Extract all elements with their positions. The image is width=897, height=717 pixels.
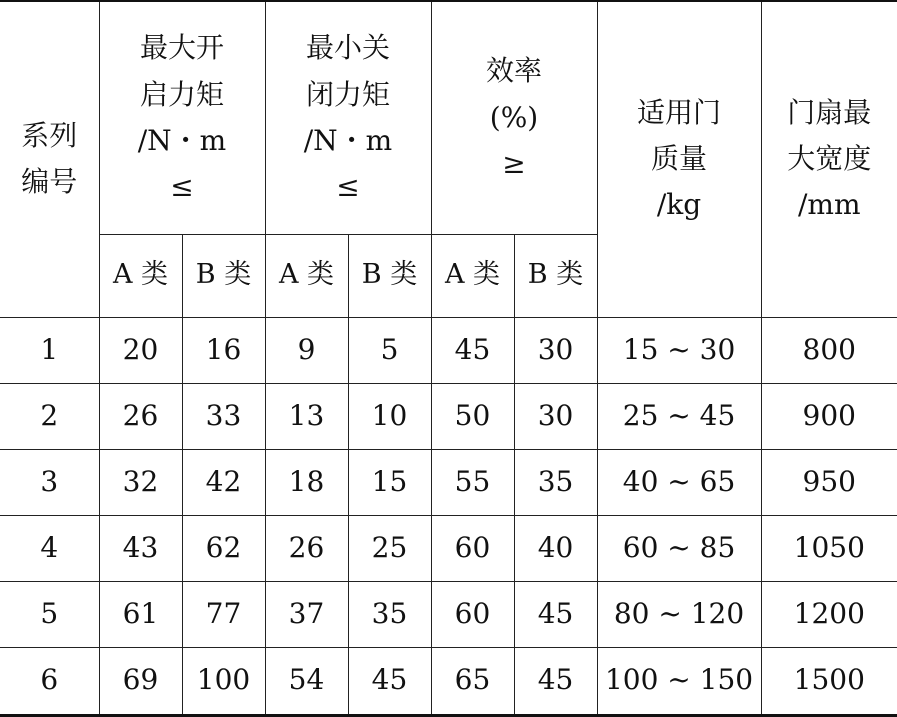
cell-eff-b: 30 bbox=[514, 383, 597, 449]
cell-close-b: 25 bbox=[348, 515, 431, 581]
cell-open-a: 69 bbox=[99, 647, 182, 715]
cell-open-a: 26 bbox=[99, 383, 182, 449]
cell-max-width: 1200 bbox=[761, 581, 897, 647]
header-eff-class-a: A 类 bbox=[431, 234, 514, 317]
cell-series-no: 6 bbox=[0, 647, 99, 715]
cell-eff-b: 30 bbox=[514, 317, 597, 383]
header-min-close-torque: 最小关 闭力矩 /N・m ≤ bbox=[265, 1, 431, 234]
header-row-main bbox=[0, 1, 897, 234]
header-open-class-a: A 类 bbox=[99, 234, 182, 317]
cell-max-width: 900 bbox=[761, 383, 897, 449]
cell-eff-b: 40 bbox=[514, 515, 597, 581]
cell-close-b: 35 bbox=[348, 581, 431, 647]
cell-open-b: 33 bbox=[182, 383, 265, 449]
table-row bbox=[0, 647, 897, 715]
table-row bbox=[0, 581, 897, 647]
cell-close-b: 5 bbox=[348, 317, 431, 383]
cell-door-mass: 80 ~ 120 bbox=[597, 581, 761, 647]
cell-door-mass: 25 ~ 45 bbox=[597, 383, 761, 449]
cell-eff-a: 60 bbox=[431, 515, 514, 581]
cell-max-width: 1050 bbox=[761, 515, 897, 581]
cell-eff-a: 60 bbox=[431, 581, 514, 647]
cell-close-a: 9 bbox=[265, 317, 348, 383]
cell-max-width: 1500 bbox=[761, 647, 897, 715]
cell-open-b: 16 bbox=[182, 317, 265, 383]
cell-series-no: 2 bbox=[0, 383, 99, 449]
cell-eff-a: 45 bbox=[431, 317, 514, 383]
cell-close-a: 18 bbox=[265, 449, 348, 515]
cell-eff-a: 65 bbox=[431, 647, 514, 715]
header-door-mass: 适用门 质量 /kg bbox=[597, 1, 761, 317]
cell-max-width: 800 bbox=[761, 317, 897, 383]
cell-close-a: 26 bbox=[265, 515, 348, 581]
table-row bbox=[0, 449, 897, 515]
cell-open-a: 61 bbox=[99, 581, 182, 647]
header-close-class-b: B 类 bbox=[348, 234, 431, 317]
header-close-class-a: A 类 bbox=[265, 234, 348, 317]
cell-eff-b: 35 bbox=[514, 449, 597, 515]
cell-open-a: 32 bbox=[99, 449, 182, 515]
cell-eff-a: 55 bbox=[431, 449, 514, 515]
header-eff-class-b: B 类 bbox=[514, 234, 597, 317]
cell-close-a: 54 bbox=[265, 647, 348, 715]
cell-eff-b: 45 bbox=[514, 647, 597, 715]
cell-open-b: 62 bbox=[182, 515, 265, 581]
cell-close-a: 13 bbox=[265, 383, 348, 449]
cell-close-b: 45 bbox=[348, 647, 431, 715]
table-row bbox=[0, 515, 897, 581]
header-efficiency: 效率 (%) ≥ bbox=[431, 1, 597, 234]
cell-open-b: 42 bbox=[182, 449, 265, 515]
cell-door-mass: 60 ~ 85 bbox=[597, 515, 761, 581]
cell-series-no: 4 bbox=[0, 515, 99, 581]
header-open-class-b: B 类 bbox=[182, 234, 265, 317]
cell-series-no: 1 bbox=[0, 317, 99, 383]
cell-eff-a: 50 bbox=[431, 383, 514, 449]
table-row bbox=[0, 383, 897, 449]
table-row bbox=[0, 317, 897, 383]
cell-close-b: 10 bbox=[348, 383, 431, 449]
cell-open-a: 20 bbox=[99, 317, 182, 383]
header-max-open-torque: 最大开 启力矩 /N・m ≤ bbox=[99, 1, 265, 234]
cell-open-a: 43 bbox=[99, 515, 182, 581]
cell-eff-b: 45 bbox=[514, 581, 597, 647]
cell-door-mass: 40 ~ 65 bbox=[597, 449, 761, 515]
cell-max-width: 950 bbox=[761, 449, 897, 515]
cell-open-b: 100 bbox=[182, 647, 265, 715]
cell-close-b: 15 bbox=[348, 449, 431, 515]
header-max-width: 门扇最 大宽度 /mm bbox=[761, 1, 897, 317]
cell-series-no: 3 bbox=[0, 449, 99, 515]
header-series-no: 系列 编号 bbox=[0, 1, 99, 317]
cell-door-mass: 100 ~ 150 bbox=[597, 647, 761, 715]
cell-door-mass: 15 ~ 30 bbox=[597, 317, 761, 383]
cell-open-b: 77 bbox=[182, 581, 265, 647]
cell-close-a: 37 bbox=[265, 581, 348, 647]
cell-series-no: 5 bbox=[0, 581, 99, 647]
